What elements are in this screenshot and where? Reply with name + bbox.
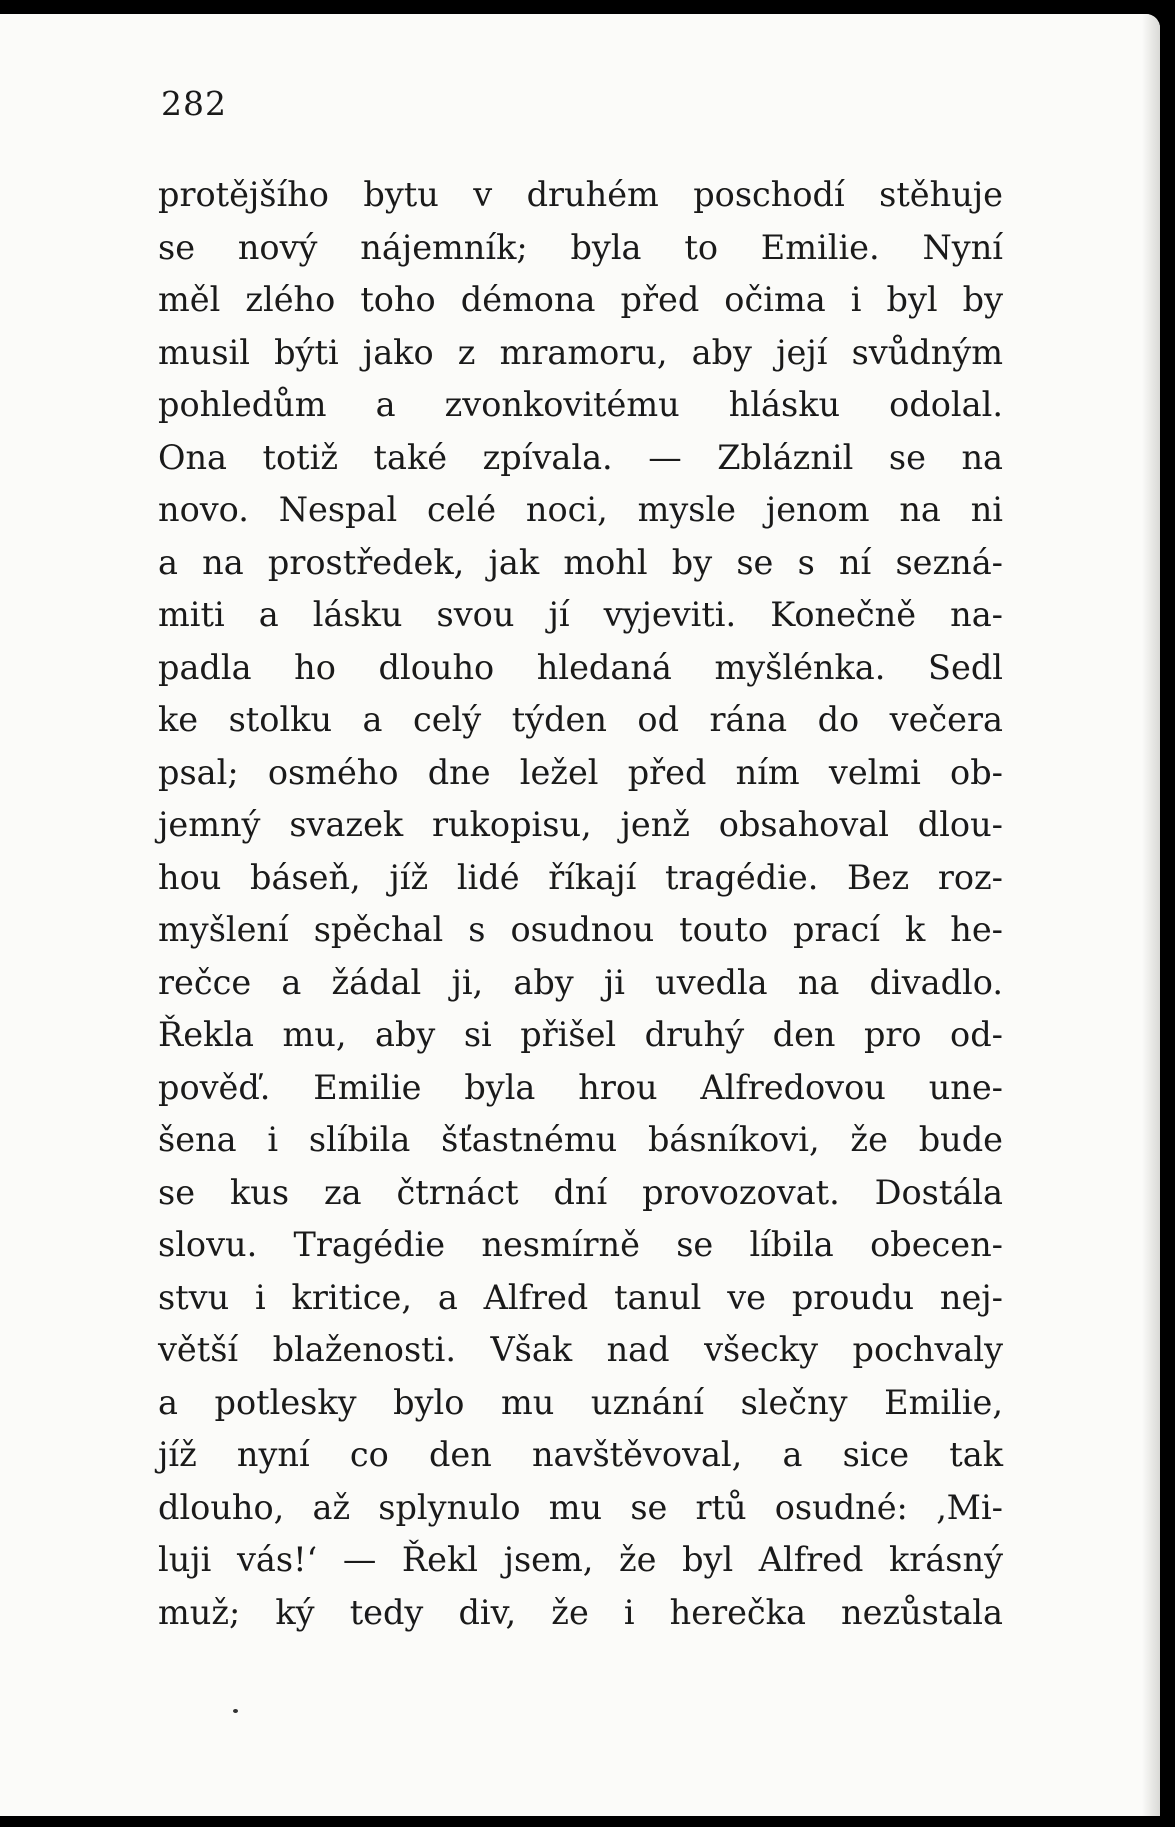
paper-speck (233, 1709, 238, 1713)
text-line: protějšího bytu v druhém poschodí stěhuje (158, 175, 1003, 214)
text-line: ke stolku a celý týden od rána do večera (158, 700, 1003, 739)
text-line: rečce a žádal ji, aby ji uvedla na divadlo. (158, 962, 1003, 1002)
text-line: šena i slíbila šťastnému básníkovi, že bude (158, 1120, 1003, 1159)
text-line: miti a lásku svou jí vyjeviti. Konečně na- (158, 595, 1003, 634)
text-line: a potlesky bylo mu uznání slečny Emilie, (158, 1382, 1003, 1422)
text-line: luji vás!‘ — Řekl jsem, že byl Alfred krásný (158, 1540, 1003, 1579)
text-line: Řekla mu, aby si přišel druhý den pro od- (158, 1015, 1003, 1054)
text-line: musil býti jako z mramoru, aby její svůdným (158, 332, 1003, 372)
text-line: měl zlého toho démona před očima i byl by (158, 280, 1003, 319)
book-page (0, 14, 1160, 1816)
text-line: jemný svazek rukopisu, jenž obsahoval dlou- (158, 805, 1003, 844)
text-line: pověď. Emilie byla hrou Alfredovou une- (158, 1067, 1003, 1107)
text-line: dlouho, až splynulo mu se rtů osudné: ‚Mi- (158, 1487, 1003, 1527)
page-edge-shadow (1142, 14, 1160, 1816)
text-line: stvu i kritice, a Alfred tanul ve proudu nej- (158, 1277, 1003, 1317)
text-line: muž; ký tedy div, že i herečka nezůstala (158, 1592, 1003, 1632)
text-line: větší blaženosti. Však nad všecky pochvaly (158, 1330, 1003, 1369)
text-line: se nový nájemník; byla to Emilie. Nyní (158, 227, 1003, 267)
text-line: Ona totiž také zpívala. — Zbláznil se na (158, 437, 1003, 477)
text-line: se kus za čtrnáct dní provozovat. Dostála (158, 1172, 1003, 1212)
text-line: slovu. Tragédie nesmírně se líbila obecen- (158, 1225, 1003, 1264)
text-line: myšlení spěchal s osudnou touto prací k he- (158, 910, 1003, 949)
text-line: novo. Nespal celé noci, mysle jenom na ni (158, 490, 1003, 529)
text-line: psal; osmého dne ležel před ním velmi ob- (158, 752, 1003, 792)
page-number: 282 (161, 84, 227, 123)
text-line: a na prostředek, jak mohl by se s ní sezná- (158, 542, 1003, 582)
text-line: jíž nyní co den navštěvoval, a sice tak (158, 1435, 1003, 1474)
text-line: pohledům a zvonkovitému hlásku odolal. (158, 385, 1003, 424)
text-line: hou báseň, jíž lidé říkají tragédie. Bez roz- (158, 857, 1003, 897)
body-text (158, 169, 1003, 1639)
text-line: padla ho dlouho hledaná myšlénka. Sedl (158, 647, 1003, 687)
